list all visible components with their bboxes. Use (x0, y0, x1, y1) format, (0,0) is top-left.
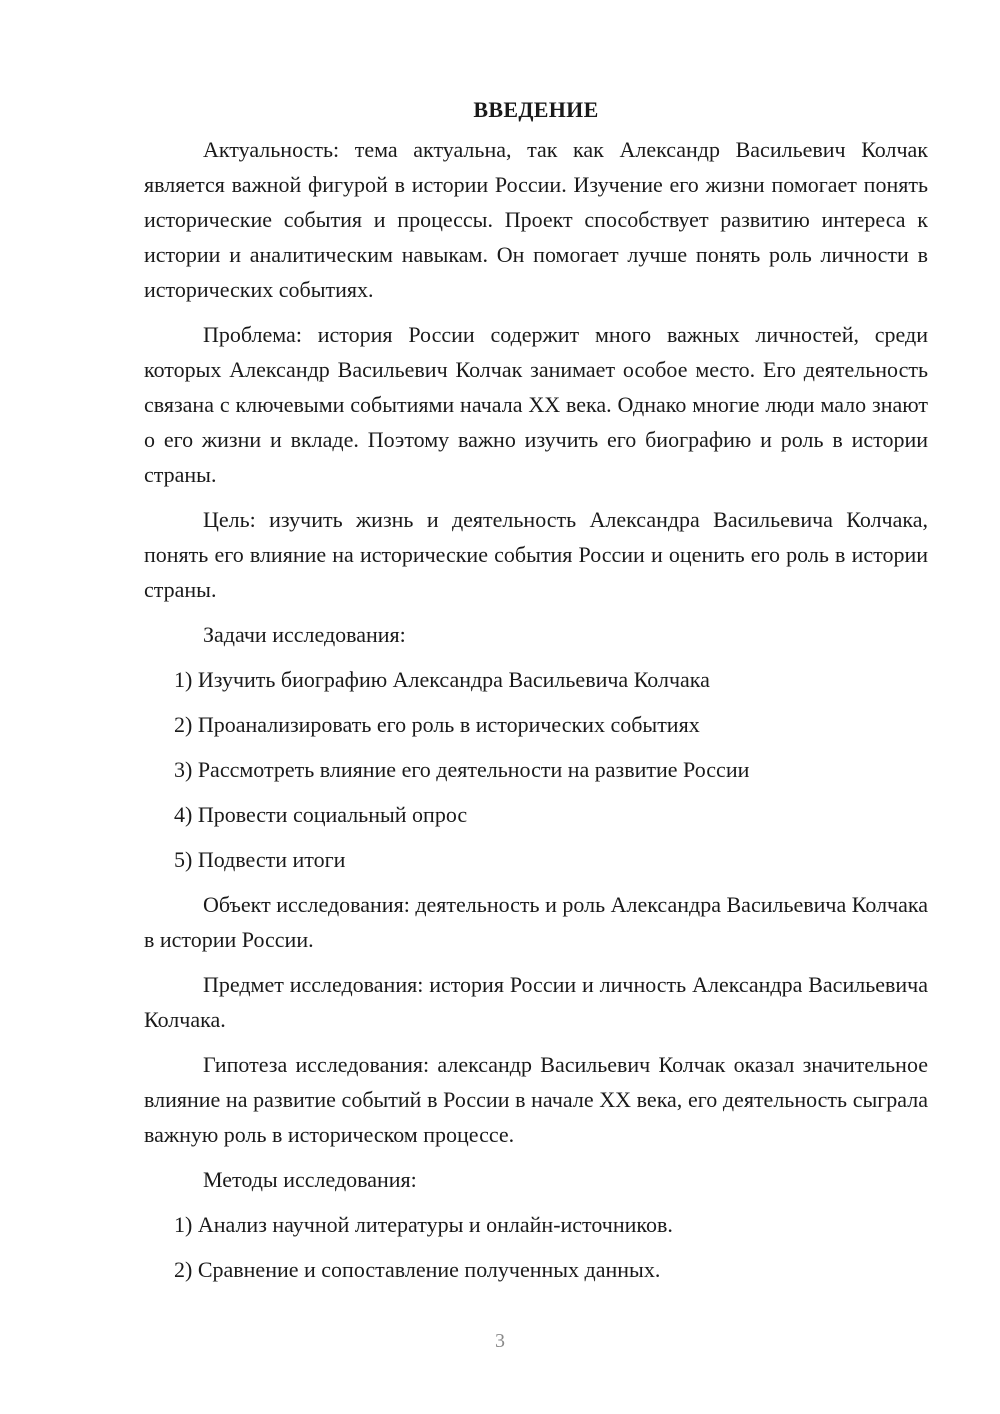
methods-list (144, 1207, 928, 1287)
relevance-paragraph: Актуальность: тема актуальна, так как Александр Васильевич Колчак является важной фигурой в истории России. Изучение его жизни помогает понять исторические события и процессы. Проект способствует развитию интереса к истории и аналитическим навыкам. Он помогает лучше понять роль личности в исторических событиях. (144, 137, 928, 302)
page-number: 3 (495, 1330, 505, 1352)
subject-paragraph: Предмет исследования: история России и личность Александра Васильевича Колчака. (144, 972, 928, 1032)
tasks-heading: Задачи исследования: (203, 622, 406, 647)
goal-paragraph: Цель: изучить жизнь и деятельность Александра Васильевича Колчака, понять его влияние на исторические события России и оценить его роль в истории страны. (144, 507, 928, 602)
problem-paragraph: Проблема: история России содержит много важных личностей, среди которых Александр Васильевич Колчак занимает особое место. Его деятельность связана с ключевыми событиями начала XX века. Однако многие люди мало знают о его жизни и вкладе. Поэтому важно изучить его биографию и роль в истории страны. (144, 322, 928, 487)
methods-heading: Методы исследования: (203, 1167, 417, 1192)
document-page (144, 88, 928, 1297)
section-title: ВВЕДЕНИЕ (473, 97, 599, 122)
list-item: 2) Проанализировать его роль в исторических событиях (174, 712, 700, 737)
list-item: 1) Анализ научной литературы и онлайн-источников. (174, 1212, 673, 1237)
list-item: 3) Рассмотреть влияние его деятельности на развитие России (174, 757, 750, 782)
object-paragraph: Объект исследования: деятельность и роль Александра Васильевича Колчака в истории России. (144, 892, 928, 952)
tasks-list (144, 662, 928, 877)
hypothesis-paragraph: Гипотеза исследования: александр Васильевич Колчак оказал значительное влияние на развитие событий в России в начале XX века, его деятельность сыграла важную роль в историческом процессе. (144, 1052, 928, 1147)
list-item: 2) Сравнение и сопоставление полученных данных. (174, 1257, 661, 1282)
list-item: 1) Изучить биографию Александра Васильевича Колчака (174, 667, 710, 692)
list-item: 5) Подвести итоги (174, 847, 346, 872)
list-item: 4) Провести социальный опрос (174, 802, 468, 827)
